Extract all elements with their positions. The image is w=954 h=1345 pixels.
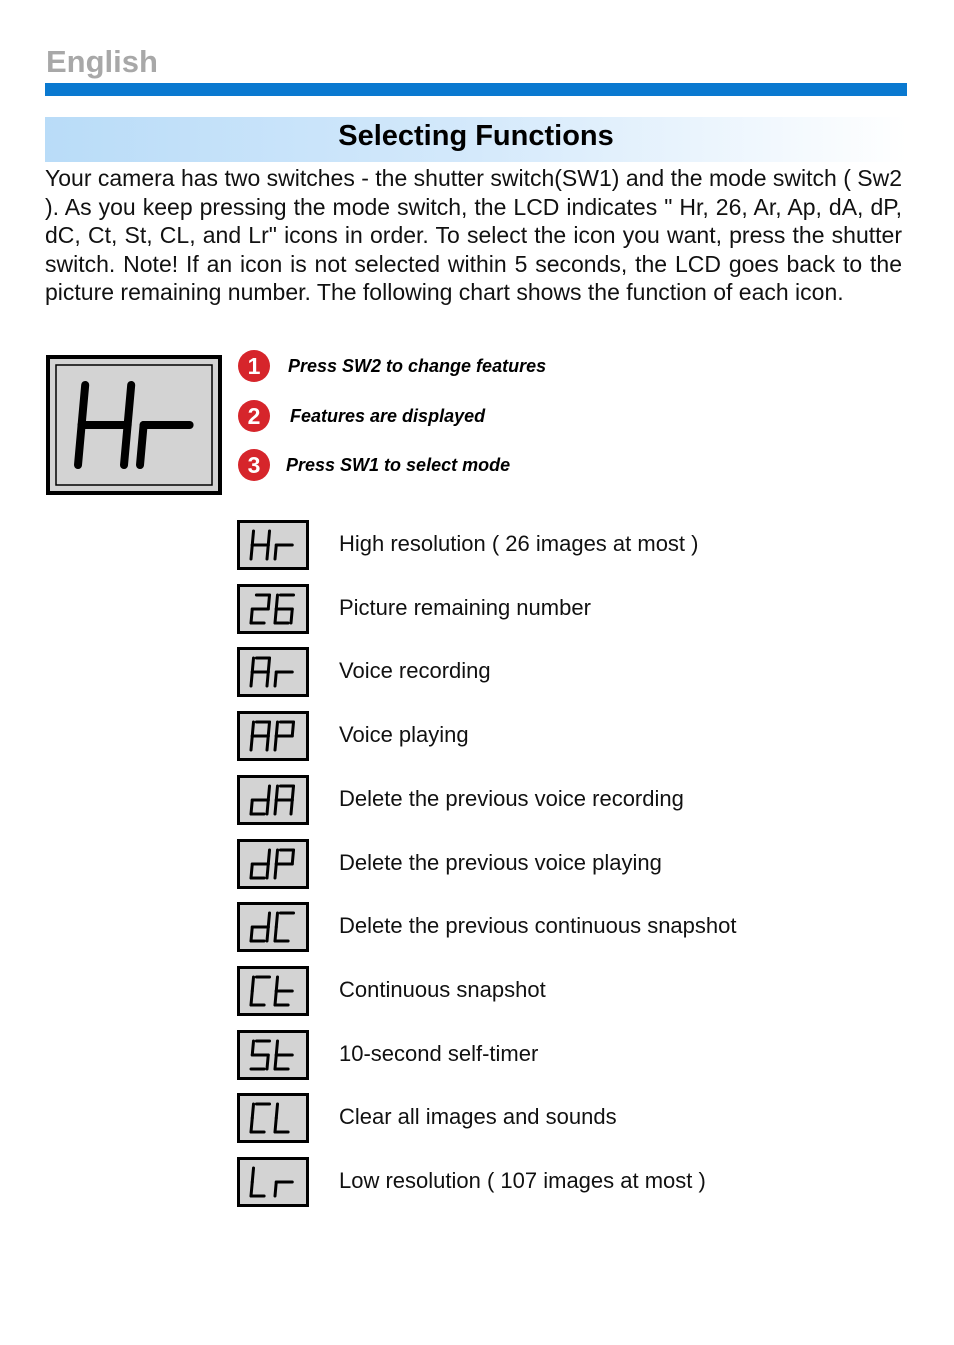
language-label: English [46,44,158,79]
lcd-icon [237,966,309,1016]
function-row [237,966,897,1016]
step-2-text: Features are displayed [290,405,486,426]
function-row [237,647,897,697]
function-row [237,1157,897,1207]
lcd-icon [237,839,309,889]
lcd-icon [237,647,309,697]
section-title: Selecting Functions [338,120,614,152]
function-label: 10-second self-timer [339,1041,539,1066]
function-label: Voice recording [339,658,491,683]
function-label: Delete the previous voice playing [339,850,662,875]
function-row [237,520,897,570]
step-1-text: Press SW2 to change features [288,355,547,376]
function-row [237,775,897,825]
intro-paragraph: Your camera has two switches - the shutter switch(SW1) and the mode switch ( Sw2 ). As you keep pressing the mode switch, the LCD indicates " Hr, 26, Ar, Ap, dA, dP, dC, Ct, St, CL, and Lr" icons in order. To select the icon you want, press the shutter switch. Note! If an icon is not selected within 5 seconds, the LCD goes back to the picture remaining number. The following chart shows the function of each icon. [45,165,902,306]
function-row [237,839,897,889]
step-1-number: 1 [238,350,270,382]
lcd-icon [237,775,309,825]
function-row [237,1093,897,1143]
step-2-number: 2 [238,400,270,432]
step-3-number: 3 [238,449,270,481]
function-row [237,711,897,761]
lcd-icon [237,1030,309,1080]
function-label: Delete the previous voice recording [339,786,684,811]
function-label: Low resolution ( 107 images at most ) [339,1168,706,1193]
function-label: Continuous snapshot [339,977,546,1002]
function-label: Delete the previous continuous snapshot [339,913,737,938]
lcd-icon [237,520,309,570]
steps-list [238,350,658,490]
function-row [237,1030,897,1080]
header-rule [45,83,907,96]
lcd-icon [237,902,309,952]
function-row [237,902,897,952]
function-label: Voice playing [339,722,469,747]
function-label: Picture remaining number [339,595,591,620]
step-3-text: Press SW1 to select mode [286,454,511,475]
lcd-icon [237,1093,309,1143]
function-label: High resolution ( 26 images at most ) [339,531,699,556]
lcd-preview-display [46,355,222,495]
step-2 [238,400,485,432]
lcd-icon [237,584,309,634]
lcd-icon [237,1157,309,1207]
step-1 [238,350,546,382]
function-label: Clear all images and sounds [339,1104,617,1129]
lcd-icon [237,711,309,761]
function-row [237,584,897,634]
step-3 [238,449,510,481]
